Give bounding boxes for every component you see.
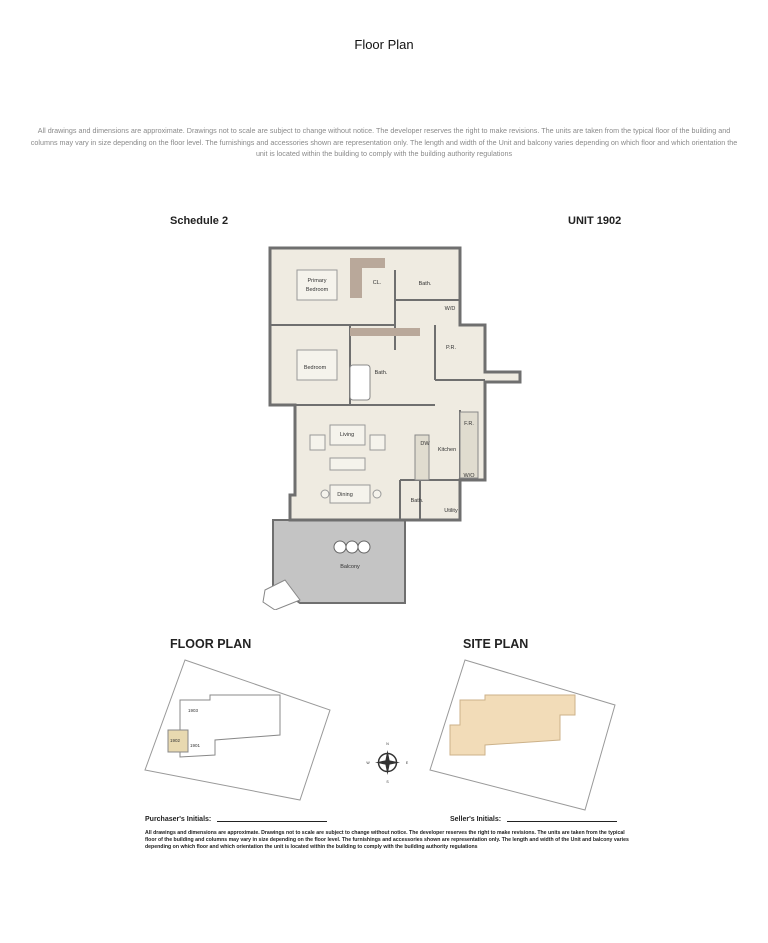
- room-living: Living: [339, 432, 355, 438]
- room-bath-main: Bath.: [418, 281, 432, 287]
- schedule-label: Schedule 2: [170, 215, 229, 227]
- purchaser-initials-line[interactable]: [217, 821, 327, 822]
- closet-cabinet-top: [350, 258, 385, 268]
- compass-east: E: [405, 761, 409, 765]
- purchaser-initials-label: Purchaser's Initials:: [145, 816, 212, 823]
- page-title: Floor Plan: [354, 37, 414, 52]
- floor-key-plan: [140, 655, 340, 805]
- unit-label: UNIT 1902: [568, 215, 622, 227]
- bathtub: [350, 365, 370, 400]
- purchaser-initials: [145, 816, 327, 823]
- room-utility: Utility: [444, 508, 458, 514]
- room-washer-dryer-top: W/D: [444, 306, 456, 312]
- compass-south: S: [386, 780, 389, 784]
- unit-1903-label: 1903: [188, 708, 199, 713]
- room-bath-third: Bath.: [410, 498, 424, 504]
- floor-plan-title: FLOOR PLAN: [170, 637, 252, 651]
- room-dishwasher: DW: [420, 441, 430, 447]
- balcony-chairs: [334, 541, 370, 553]
- disclaimer-bottom: All drawings and dimensions are approximate. Drawings not to scale are subject to change without notice. The developer reserves the right to make revisions. The units are taken from the typical floor of the building and columns may vary in size depending on the floor level. The furnishings and accessories shown are representation only. The length and width of the Unit and balcony varies depending on which floor and which orientation the unit is located within the building to comply with the building authority regulations: [145, 830, 629, 850]
- unit-1902-label: 1902: [170, 738, 181, 743]
- room-bedroom: Bedroom: [303, 365, 327, 371]
- site-key-plan: [425, 655, 625, 815]
- room-primary-bedroom-line1: Primary: [307, 278, 327, 284]
- room-dining: Dining: [337, 492, 353, 498]
- seller-initials-label: Seller's Initials:: [450, 816, 502, 823]
- disclaimer-top: All drawings and dimensions are approximate. Drawings not to scale are subject to change without notice. The developer reserves the right to make revisions. The units are taken from the typical floor of the building and columns may vary in size depending on the floor level. The furnishings and accessories shown are representation only. The length and width of the Unit and balcony varies depending on which floor and which orientation the unit is located within the building to comply with the building authority regulations: [30, 126, 738, 158]
- room-primary-bedroom-line2: Bedroom: [305, 287, 329, 293]
- room-balcony: Balcony: [340, 564, 360, 570]
- bedroom-closet: [350, 328, 420, 336]
- site-plan-title: SITE PLAN: [463, 637, 529, 651]
- seller-initials: [450, 816, 617, 823]
- room-closet: CL.: [372, 280, 382, 286]
- compass-west: W: [366, 761, 370, 765]
- compass-north: N: [386, 742, 389, 746]
- room-kitchen: Kitchen: [437, 447, 457, 453]
- room-washer-dryer-kitchen: W/O: [463, 473, 475, 479]
- room-fridge: F.R.: [464, 421, 474, 427]
- seller-initials-line[interactable]: [507, 821, 617, 822]
- unit-1901-label: 1901: [190, 743, 201, 748]
- room-powder: P.R.: [446, 345, 456, 351]
- floor-plan-drawing: [255, 240, 525, 610]
- room-bath-second: Bath.: [374, 370, 388, 376]
- compass-rose: [365, 740, 410, 785]
